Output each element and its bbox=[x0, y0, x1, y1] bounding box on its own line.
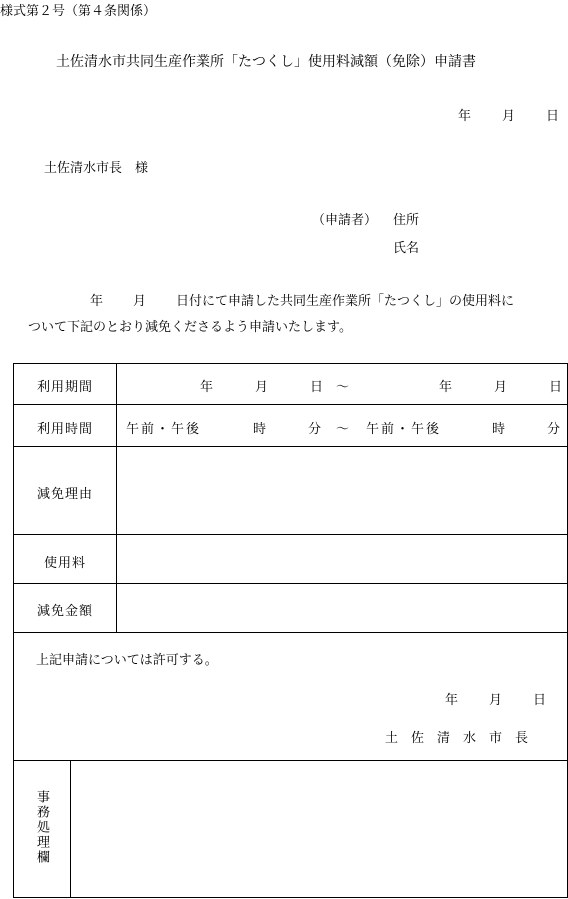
period-label: 利用期間 bbox=[36, 380, 93, 395]
approval-month: 月 bbox=[489, 693, 503, 708]
time-label: 利用時間 bbox=[36, 422, 93, 437]
approval-year: 年 bbox=[445, 693, 459, 708]
body-year: 年 bbox=[90, 294, 104, 309]
application-table bbox=[13, 363, 568, 898]
applicant-label: （申請者） bbox=[312, 213, 378, 228]
fee-label: 使用料 bbox=[43, 556, 86, 571]
column-divider bbox=[116, 363, 117, 633]
period-from-year: 年 bbox=[200, 380, 214, 395]
date-month: 月 bbox=[502, 109, 516, 124]
date-day: 日 bbox=[546, 109, 560, 124]
period-to-year: 年 bbox=[439, 380, 453, 395]
period-from-day: 日 bbox=[310, 380, 324, 395]
row-divider bbox=[13, 583, 568, 584]
time-from-hour: 時 bbox=[253, 422, 267, 437]
time-from-ampm: 午前・午後 bbox=[126, 422, 202, 437]
time-tilde: ～ bbox=[336, 422, 350, 437]
time-to-hour: 時 bbox=[492, 422, 506, 437]
row-divider bbox=[13, 404, 568, 405]
form-title: 土佐清水市共同生産作業所「たつくし」使用料減額（免除）申請書 bbox=[56, 54, 476, 70]
column-divider bbox=[70, 760, 71, 898]
reason-label: 減免理由 bbox=[36, 487, 93, 502]
body-line1: 日付にて申請した共同生産作業所「たつくし」の使用料に bbox=[176, 294, 515, 309]
body-month: 月 bbox=[133, 294, 147, 309]
time-to-min: 分 bbox=[547, 422, 561, 437]
body-line2: ついて下記のとおり減免くださるよう申請いたします。 bbox=[28, 320, 352, 335]
addressee: 土佐清水市長 様 bbox=[44, 161, 149, 176]
address-label: 住所 bbox=[393, 213, 420, 228]
date-year: 年 bbox=[458, 109, 472, 124]
row-divider bbox=[13, 760, 568, 761]
time-from-min: 分 bbox=[308, 422, 322, 437]
row-divider bbox=[13, 632, 568, 633]
amount-label: 減免金額 bbox=[36, 604, 93, 619]
approval-day: 日 bbox=[533, 693, 547, 708]
time-to-ampm: 午前・午後 bbox=[366, 422, 442, 437]
approval-text: 上記申請については許可する。 bbox=[36, 653, 218, 668]
period-from-month: 月 bbox=[255, 380, 269, 395]
period-tilde: ～ bbox=[336, 380, 350, 395]
approval-signer: 土 佐 清 水 市 長 bbox=[385, 731, 529, 746]
period-to-day: 日 bbox=[549, 380, 563, 395]
office-use-label: 事務処理欄 bbox=[34, 790, 49, 865]
form-number: 様式第２号（第４条関係） bbox=[0, 4, 157, 19]
row-divider bbox=[13, 446, 568, 447]
name-label: 氏名 bbox=[393, 241, 420, 256]
row-divider bbox=[13, 534, 568, 535]
period-to-month: 月 bbox=[494, 380, 508, 395]
